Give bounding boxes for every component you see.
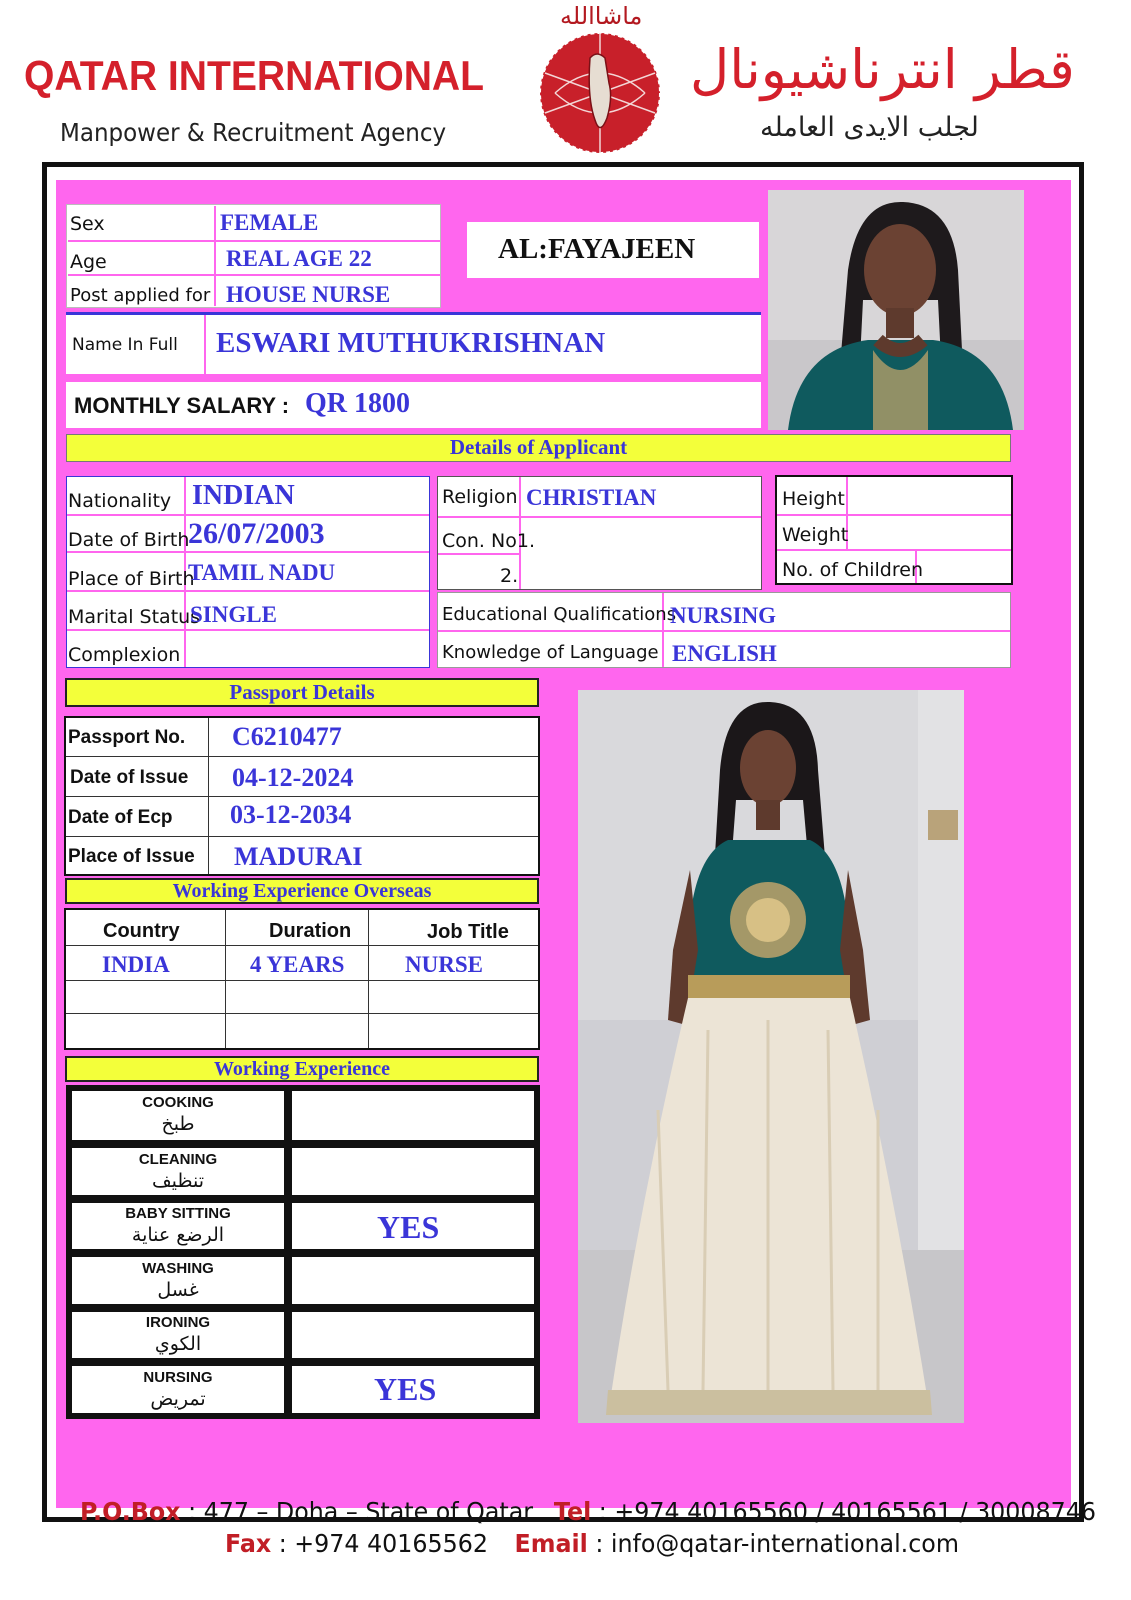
tel-label: Tel bbox=[553, 1497, 592, 1526]
marital-value: SINGLE bbox=[190, 602, 277, 627]
place-of-issue-label: Place of Issue bbox=[68, 846, 195, 867]
skill-baby-sitting-value: YES bbox=[290, 1201, 536, 1251]
salary-label: MONTHLY SALARY : bbox=[74, 393, 290, 418]
overseas-job-title: NURSE bbox=[405, 952, 483, 977]
marital-label: Marital Status bbox=[68, 606, 201, 628]
language-value: ENGLISH bbox=[672, 641, 777, 666]
place-of-issue-value: MADURAI bbox=[234, 842, 363, 871]
children-label: No. of Children bbox=[782, 559, 923, 581]
fax-value: : +974 40165562 bbox=[278, 1529, 488, 1558]
skill-cleaning: CLEANING تنظيف bbox=[70, 1146, 286, 1197]
weight-label: Weight bbox=[782, 524, 849, 546]
applicant-portrait-photo bbox=[768, 190, 1024, 430]
religion-value: CHRISTIAN bbox=[526, 485, 657, 510]
education-label: Educational Qualifications bbox=[442, 604, 677, 625]
complexion-label: Complexion bbox=[68, 644, 181, 666]
passport-no-value: C6210477 bbox=[232, 722, 342, 751]
agency-code: AL:FAYAJEEN bbox=[498, 233, 696, 265]
fax-label: Fax bbox=[225, 1529, 272, 1558]
passport-no-label: Passport No. bbox=[68, 727, 186, 748]
brand-subtitle-ar: لجلب الايدى العامله bbox=[760, 112, 979, 143]
skill-cleaning-value bbox=[290, 1146, 536, 1197]
education-value: NURSING bbox=[670, 603, 777, 628]
contact-2-label: 2. bbox=[500, 565, 519, 587]
tel-value: : +974 40165560 / 40165561 / 30008746 bbox=[598, 1497, 1096, 1526]
skill-nursing-value: YES bbox=[290, 1364, 536, 1415]
brand-name-ar: قطر انترناشيونال bbox=[690, 38, 1075, 101]
age-label: Age bbox=[70, 251, 107, 273]
email-label[interactable]: Email bbox=[514, 1529, 588, 1558]
sex-label: Sex bbox=[70, 213, 105, 235]
skill-washing: WASHING غسل bbox=[70, 1255, 286, 1306]
height-label: Height bbox=[782, 488, 845, 510]
skill-ironing-value bbox=[290, 1310, 536, 1360]
working-experience-bar: Working Experience bbox=[65, 1056, 539, 1082]
country-header: Country bbox=[103, 920, 180, 942]
nationality-label: Nationality bbox=[68, 490, 172, 512]
salary-value: QR 1800 bbox=[305, 388, 410, 419]
skill-cooking: COOKING طبخ bbox=[70, 1089, 286, 1142]
overseas-experience-bar: Working Experience Overseas bbox=[65, 878, 539, 904]
brand-subtitle-en: Manpower & Recruitment Agency bbox=[60, 118, 447, 147]
pobox-label: P.O.Box bbox=[80, 1497, 181, 1526]
sex-value: FEMALE bbox=[220, 210, 319, 235]
date-of-issue-value: 04-12-2024 bbox=[232, 763, 354, 792]
nationality-value: INDIAN bbox=[192, 480, 295, 511]
language-label: Knowledge of Language bbox=[442, 642, 659, 663]
details-of-applicant-bar: Details of Applicant bbox=[66, 434, 1011, 462]
skill-nursing: NURSING تمريض bbox=[70, 1364, 286, 1415]
applicant-full-body-photo bbox=[578, 690, 964, 1423]
overseas-duration: 4 YEARS bbox=[250, 952, 345, 977]
logo-top-text: ماشاالله bbox=[560, 2, 643, 30]
pobox-value: : 477 – Doha – State of Qatar bbox=[188, 1497, 534, 1526]
pob-label: Place of Birth bbox=[68, 568, 195, 590]
passport-details-bar: Passport Details bbox=[65, 678, 539, 707]
date-of-expiry-label: Date of Ecp bbox=[68, 807, 173, 828]
full-name: ESWARI MUTHUKRISHNAN bbox=[216, 327, 606, 359]
footer-contact-line bbox=[225, 1529, 959, 1558]
skill-cooking-value bbox=[290, 1089, 536, 1142]
brand-name-en: QATAR INTERNATIONAL bbox=[24, 52, 484, 99]
dob-value: 26/07/2003 bbox=[188, 517, 325, 550]
post-label: Post applied for bbox=[70, 285, 211, 306]
post-value: HOUSE NURSE bbox=[226, 282, 391, 307]
age-value: REAL AGE 22 bbox=[226, 246, 372, 271]
overseas-country: INDIA bbox=[102, 952, 170, 977]
skill-washing-value bbox=[290, 1255, 536, 1306]
contact-1-label: Con. No1. bbox=[442, 530, 535, 552]
skill-ironing: IRONING الكوي bbox=[70, 1310, 286, 1360]
skill-baby-sitting: BABY SITTING الرضع عناية bbox=[70, 1201, 286, 1251]
religion-label: Religion bbox=[442, 486, 518, 508]
name-label: Name In Full bbox=[72, 335, 178, 355]
job-title-header: Job Title bbox=[427, 921, 509, 943]
pob-value: TAMIL NADU bbox=[188, 560, 336, 585]
dob-label: Date of Birth bbox=[68, 529, 190, 551]
date-of-expiry-value: 03-12-2034 bbox=[230, 800, 352, 829]
email-value[interactable]: : info@qatar-international.com bbox=[595, 1529, 959, 1558]
duration-header: Duration bbox=[269, 920, 352, 942]
footer-address-line bbox=[80, 1497, 1096, 1526]
date-of-issue-label: Date of Issue bbox=[70, 767, 189, 788]
globe-logo-icon bbox=[535, 28, 665, 158]
